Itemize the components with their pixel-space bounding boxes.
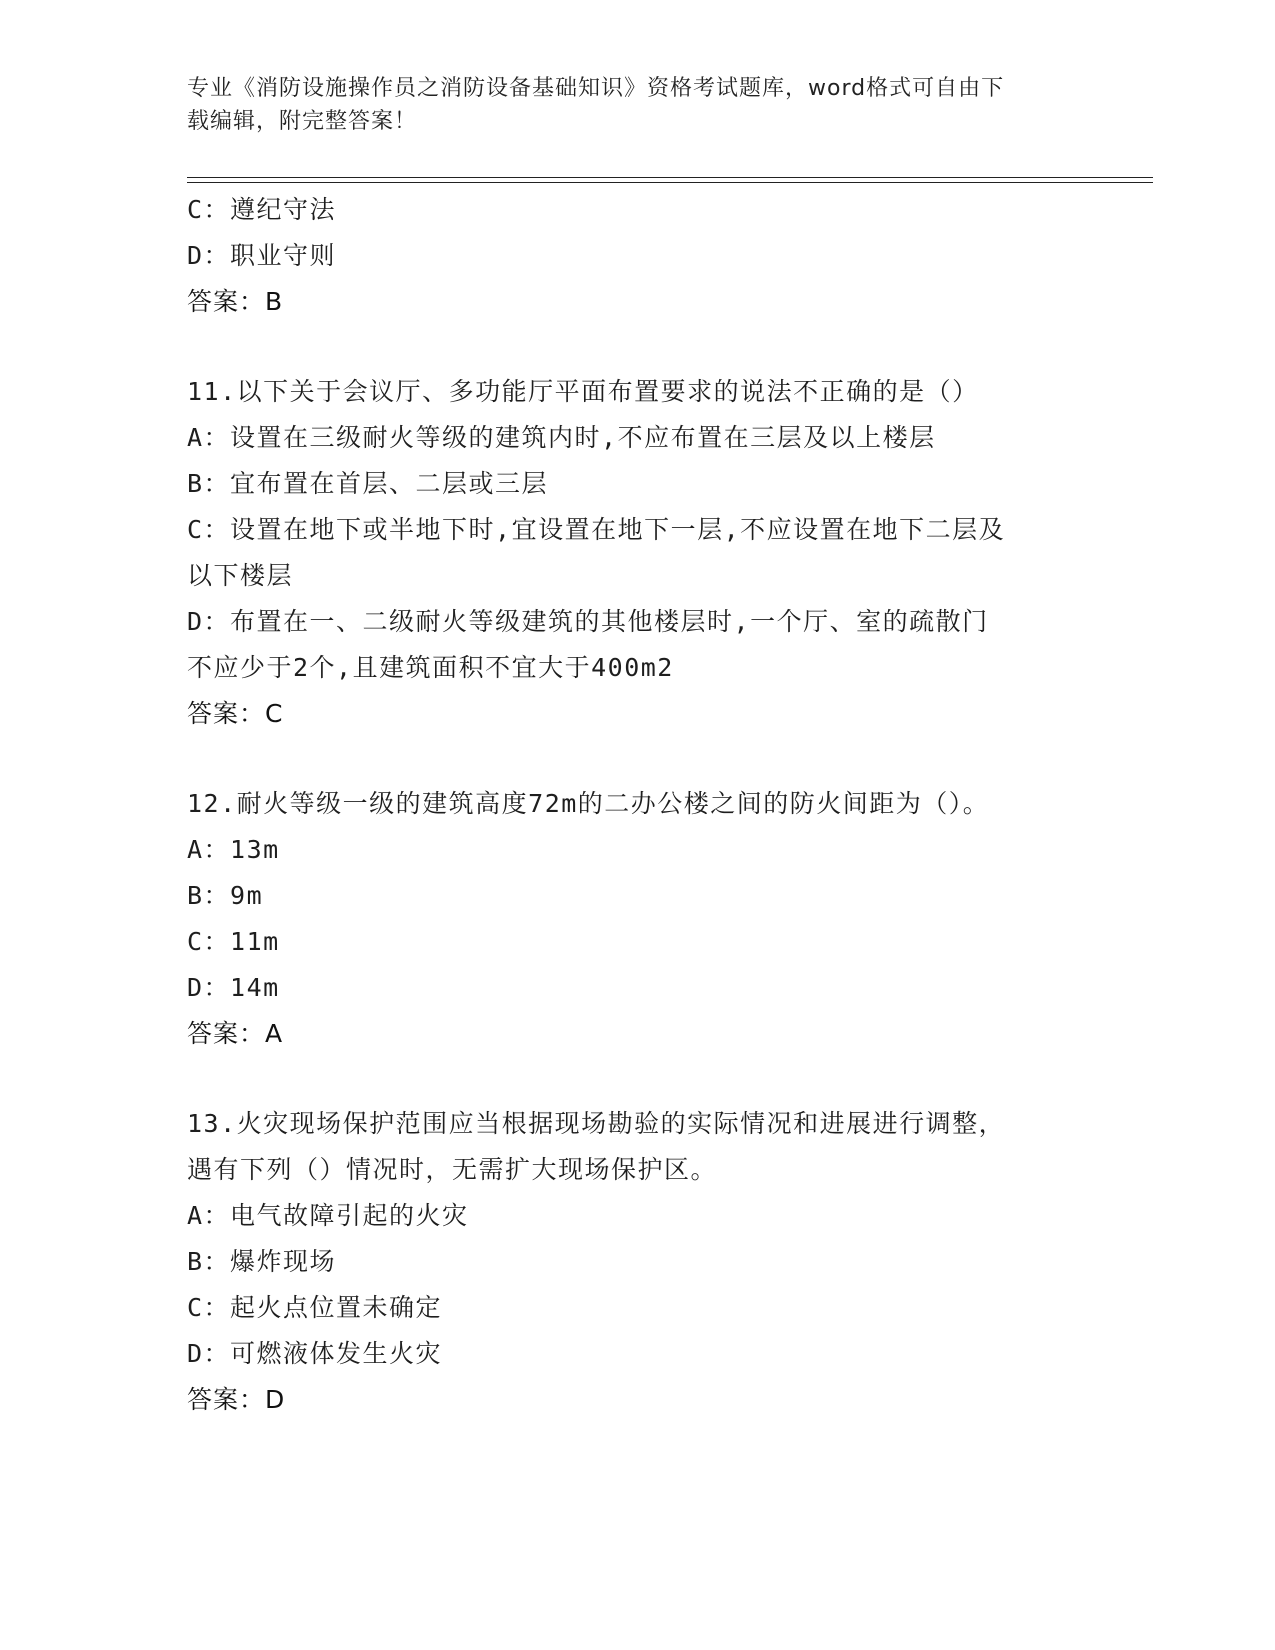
question-block-12 — [187, 781, 1087, 1057]
spacer — [187, 1057, 1087, 1101]
header-rule-bottom — [187, 182, 1153, 183]
option-a: A：13m — [187, 835, 280, 864]
question-block-prev — [187, 187, 1087, 325]
answer-line: 答案：A — [187, 1019, 284, 1048]
option-c-continued: 以下楼层 — [187, 561, 294, 590]
option-b: B：9m — [187, 881, 264, 910]
header-rule-top — [187, 177, 1153, 178]
answer-line: 答案：D — [187, 1385, 286, 1414]
spacer — [187, 737, 1087, 781]
question-block-11 — [187, 369, 1087, 737]
option-a: A：电气故障引起的火灾 — [187, 1201, 469, 1230]
option-a: A：设置在三级耐火等级的建筑内时,不应布置在三层及以上楼层 — [187, 423, 936, 452]
document-header — [187, 72, 1077, 138]
question-stem: 13.火灾现场保护范围应当根据现场勘验的实际情况和进展进行调整， — [187, 1109, 1006, 1138]
option-c: C：遵纪守法 — [187, 195, 337, 224]
header-line-1: 专业《消防设施操作员之消防设备基础知识》资格考试题库，word格式可自由下 — [187, 76, 1005, 101]
option-d: D：14m — [187, 973, 280, 1002]
option-d: D：可燃液体发生火灾 — [187, 1339, 443, 1368]
option-b: B：爆炸现场 — [187, 1247, 337, 1276]
option-c: C：设置在地下或半地下时,宜设置在地下一层,不应设置在地下二层及 — [187, 515, 1006, 544]
option-d: D：布置在一、二级耐火等级建筑的其他楼层时,一个厅、室的疏散门 — [187, 607, 989, 636]
question-stem: 11.以下关于会议厅、多功能厅平面布置要求的说法不正确的是（） — [187, 377, 979, 406]
answer-line: 答案：B — [187, 287, 284, 316]
question-stem-continued: 遇有下列（）情况时，无需扩大现场保护区。 — [187, 1155, 718, 1184]
option-d-continued: 不应少于2个,且建筑面积不宜大于400m2 — [187, 653, 674, 682]
answer-line: 答案：C — [187, 699, 284, 728]
option-c: C：11m — [187, 927, 280, 956]
option-c: C：起火点位置未确定 — [187, 1293, 443, 1322]
question-block-13 — [187, 1101, 1087, 1423]
question-stem: 12.耐火等级一级的建筑高度72m的二办公楼之间的防火间距为（）。 — [187, 789, 990, 818]
option-b: B：宜布置在首层、二层或三层 — [187, 469, 549, 498]
spacer — [187, 325, 1087, 369]
header-line-2: 载编辑，附完整答案！ — [187, 109, 418, 134]
option-d: D：职业守则 — [187, 241, 337, 270]
question-list — [187, 187, 1087, 1423]
